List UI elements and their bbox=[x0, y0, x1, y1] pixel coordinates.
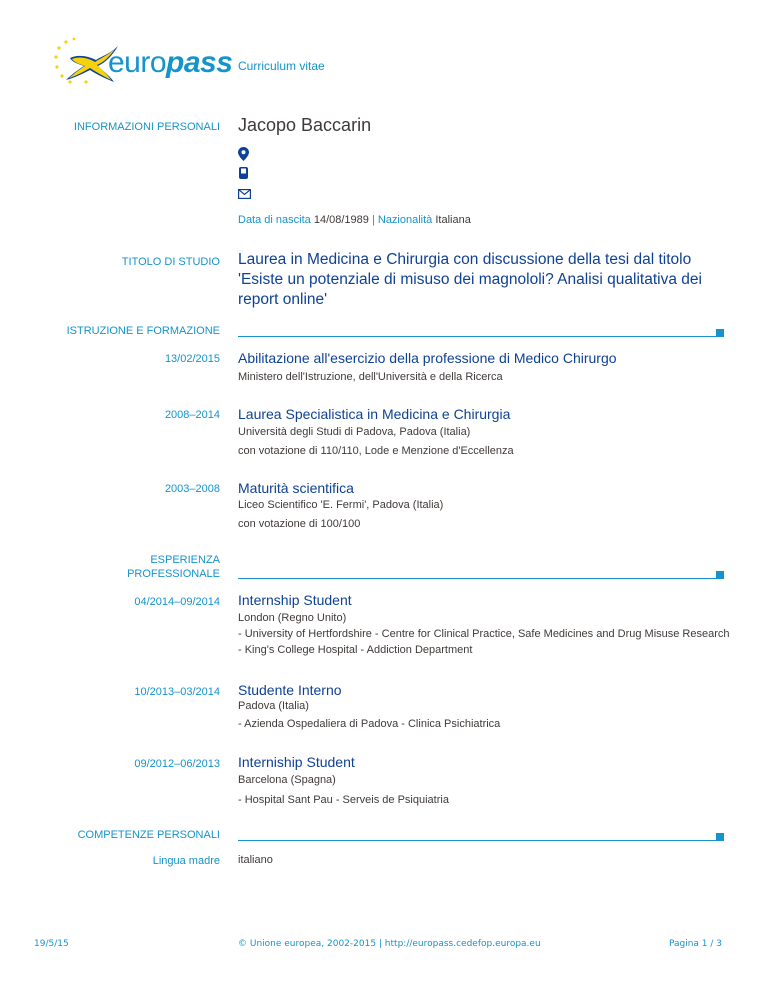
section-divider-square bbox=[716, 571, 724, 579]
personal-info-label: INFORMAZIONI PERSONALI bbox=[73, 121, 220, 133]
footer-copyright-link[interactable]: © Unione europea, 2002-2015 | http://europass.cedefop.europa.eu bbox=[238, 939, 541, 949]
section-divider bbox=[238, 578, 716, 579]
info-separator: | bbox=[371, 214, 375, 226]
entry-title: Internship Student bbox=[238, 592, 352, 608]
degree-title-line: 'Esiste un potenziale di misuso dei magnololi? Analisi qualitativa dei bbox=[238, 271, 702, 288]
birth-date-value: 14/08/1989 bbox=[313, 214, 369, 226]
birth-nationality-line bbox=[238, 214, 471, 226]
logo-text-euro: euro bbox=[108, 46, 167, 79]
email-icon bbox=[238, 189, 251, 199]
entry-title: Interniship Student bbox=[238, 754, 355, 770]
footer-page-number: Pagina 1 / 3 bbox=[668, 939, 722, 949]
entry-detail: - Azienda Ospedaliera di Padova - Clinica Psichiatrica bbox=[238, 718, 501, 730]
entry-detail: con votazione di 100/100 bbox=[238, 518, 361, 530]
experience-section-label bbox=[127, 553, 220, 581]
location-icon bbox=[238, 147, 249, 161]
entry-date: 04/2014–09/2014 bbox=[134, 596, 220, 608]
degree-title-line: report online' bbox=[238, 291, 328, 308]
section-divider-square bbox=[716, 833, 724, 841]
degree-title bbox=[238, 250, 702, 310]
section-divider-square bbox=[716, 329, 724, 337]
europass-logo bbox=[52, 36, 233, 90]
section-divider bbox=[238, 336, 716, 337]
entry-date: 13/02/2015 bbox=[164, 353, 220, 365]
entry-date: 2003–2008 bbox=[164, 483, 220, 495]
section-divider bbox=[238, 840, 716, 841]
entry-title: Studente Interno bbox=[238, 682, 342, 698]
entry-detail: - Hospital Sant Pau - Serveis de Psiquiatria bbox=[238, 794, 449, 806]
entry-detail: con votazione di 110/110, Lode e Menzione d'Eccellenza bbox=[238, 445, 514, 457]
entry-detail: Barcelona (Spagna) bbox=[238, 774, 336, 786]
entry-detail: Ministero dell'Istruzione, dell'Università e della Ricerca bbox=[238, 371, 503, 383]
entry-detail: Università degli Studi di Padova, Padova (Italia) bbox=[238, 426, 471, 438]
entry-detail: Padova (Italia) bbox=[238, 700, 309, 712]
mother-tongue-value: italiano bbox=[238, 854, 273, 866]
entry-detail: - King's College Hospital - Addiction Department bbox=[238, 644, 473, 656]
doc-title: Curriculum vitae bbox=[238, 59, 325, 73]
entry-detail: London (Regno Unito) bbox=[238, 612, 347, 624]
entry-date: 2008–2014 bbox=[164, 409, 220, 421]
education-section-label: ISTRUZIONE E FORMAZIONE bbox=[66, 325, 220, 337]
skills-section-label: COMPETENZE PERSONALI bbox=[77, 829, 220, 841]
experience-label-line: PROFESSIONALE bbox=[127, 568, 220, 580]
experience-label-line: ESPERIENZA bbox=[150, 554, 220, 566]
degree-title-line: Laurea in Medicina e Chirurgia con discussione della tesi dal titolo bbox=[238, 251, 692, 268]
footer-date: 19/5/15 bbox=[34, 939, 69, 949]
entry-title: Abilitazione all'esercizio della professione di Medico Chirurgo bbox=[238, 350, 617, 366]
nationality-label: Nazionalità bbox=[377, 214, 433, 226]
person-name: Jacopo Baccarin bbox=[238, 115, 372, 135]
mobile-phone-icon bbox=[239, 167, 248, 179]
logo-text-pass: pass bbox=[166, 46, 233, 79]
entry-title: Maturità scientifica bbox=[238, 480, 354, 496]
entry-detail: - University of Hertfordshire - Centre for Clinical Practice, Safe Medicines and Drug Misuse Research bbox=[238, 628, 730, 640]
entry-date: 09/2012–06/2013 bbox=[134, 758, 220, 770]
degree-label: TITOLO DI STUDIO bbox=[121, 256, 220, 268]
entry-detail: Liceo Scientifico 'E. Fermi', Padova (Italia) bbox=[238, 499, 444, 511]
birth-date-label: Data di nascita bbox=[238, 214, 311, 226]
entry-title: Laurea Specialistica in Medicina e Chirurgia bbox=[238, 406, 511, 422]
nationality-value: Italiana bbox=[435, 214, 471, 226]
mother-tongue-label: Lingua madre bbox=[152, 855, 220, 867]
entry-date: 10/2013–03/2014 bbox=[134, 686, 220, 698]
